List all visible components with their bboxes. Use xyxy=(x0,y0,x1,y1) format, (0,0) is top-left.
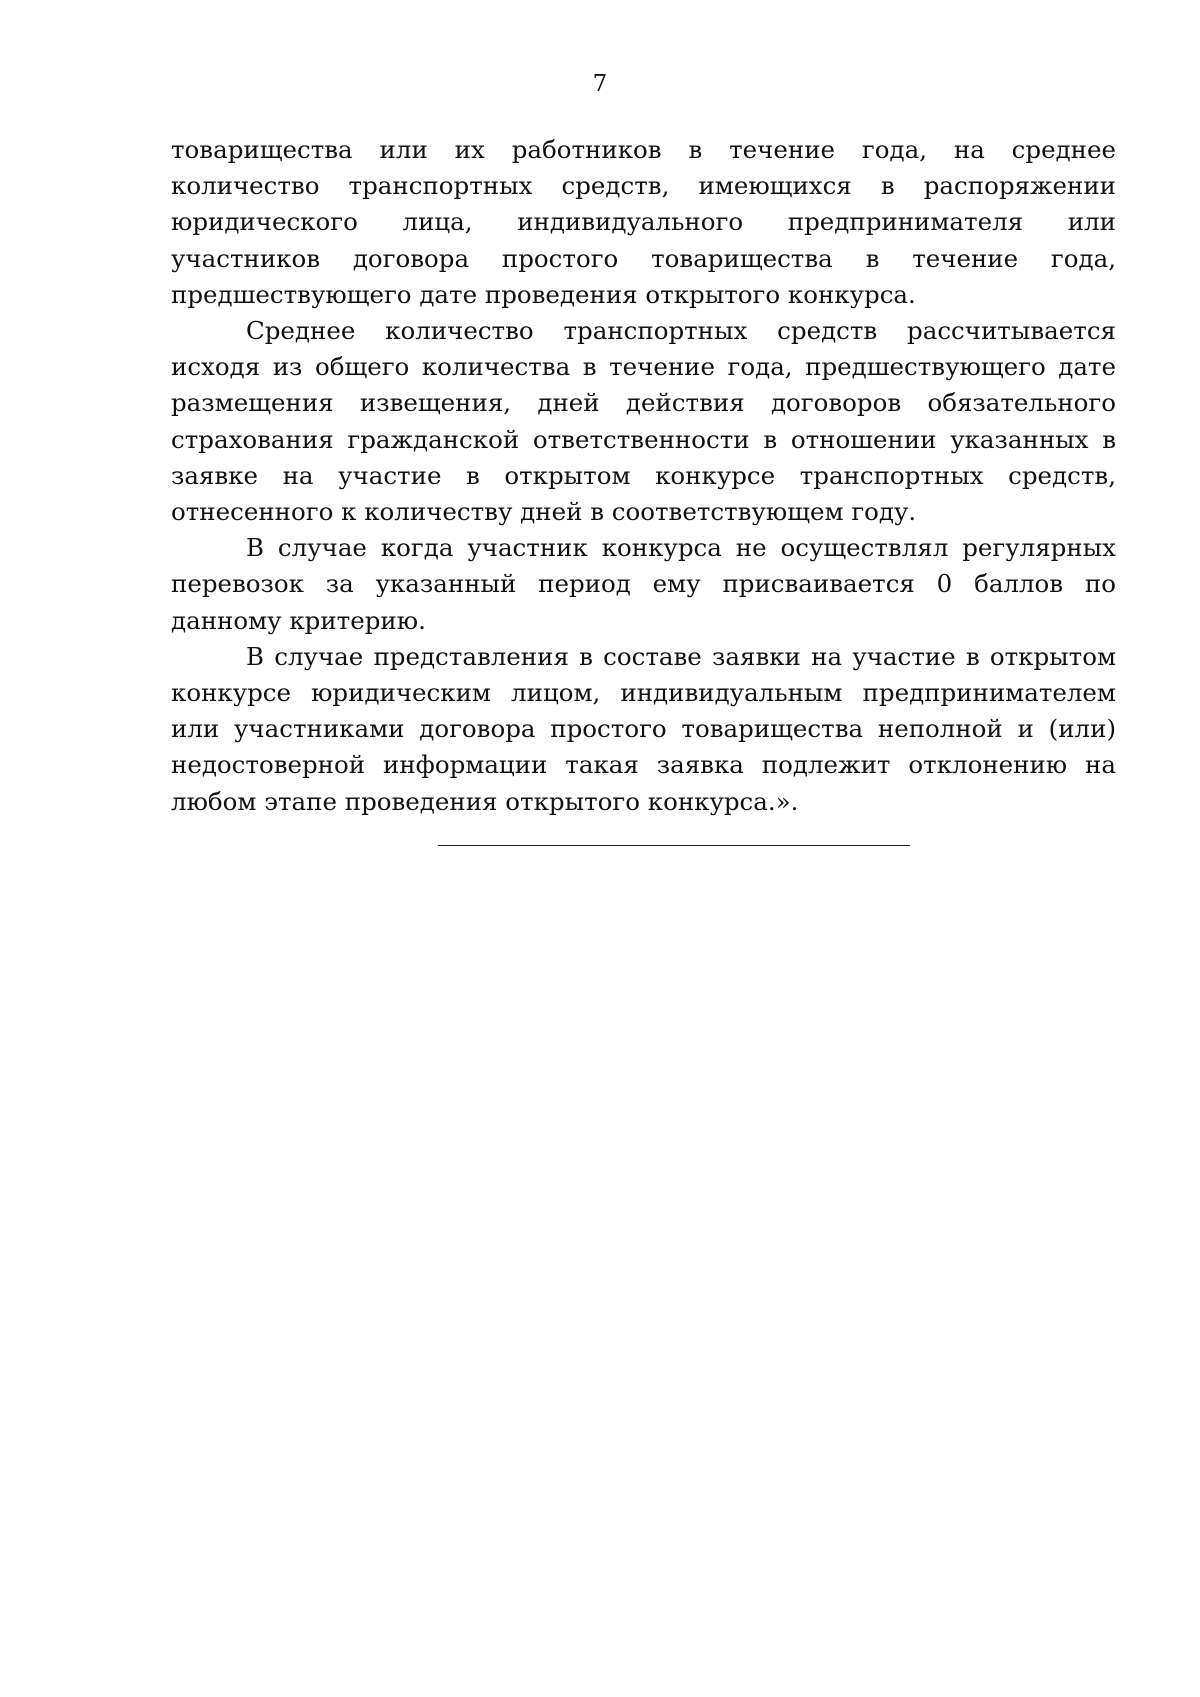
document-body xyxy=(171,132,1116,820)
paragraph-rejection: В случае представления в составе заявки на участие в открытом конкурсе юридическим лицом, индивидуальным предпринимателем или участниками договора простого товарищества неполной и (или) недостоверной информации такая заявка подлежит отклонению на любом этапе проведения открытого конкурса.». xyxy=(171,641,1116,816)
paragraph-average-vehicles: Среднее количество транспортных средств рассчитывается исходя из общего количества в течение года, предшествующего дате размещения извещения, дней действия договоров обязательного страхования гражданской ответственности в отношении указанных в заявке на участие в открытом конкурсе транспортных средств, отнесенного к количеству дней в соответствующем году. xyxy=(171,316,1116,527)
page-number: 7 xyxy=(592,71,608,97)
paragraph-continuation: товарищества или их работников в течение года, на среднее количество транспортных средств, имеющихся в распоряжении юридического лица, индивидуального предпринимателя или участников договора простого товарищества в течение года, предшествующего дате проведения открытого конкурса. xyxy=(171,135,1116,309)
end-divider xyxy=(438,845,910,846)
paragraph-no-transport: В случае когда участник конкурса не осуществлял регулярных перевозок за указанный период ему присваивается 0 баллов по данному критерию. xyxy=(171,533,1116,635)
